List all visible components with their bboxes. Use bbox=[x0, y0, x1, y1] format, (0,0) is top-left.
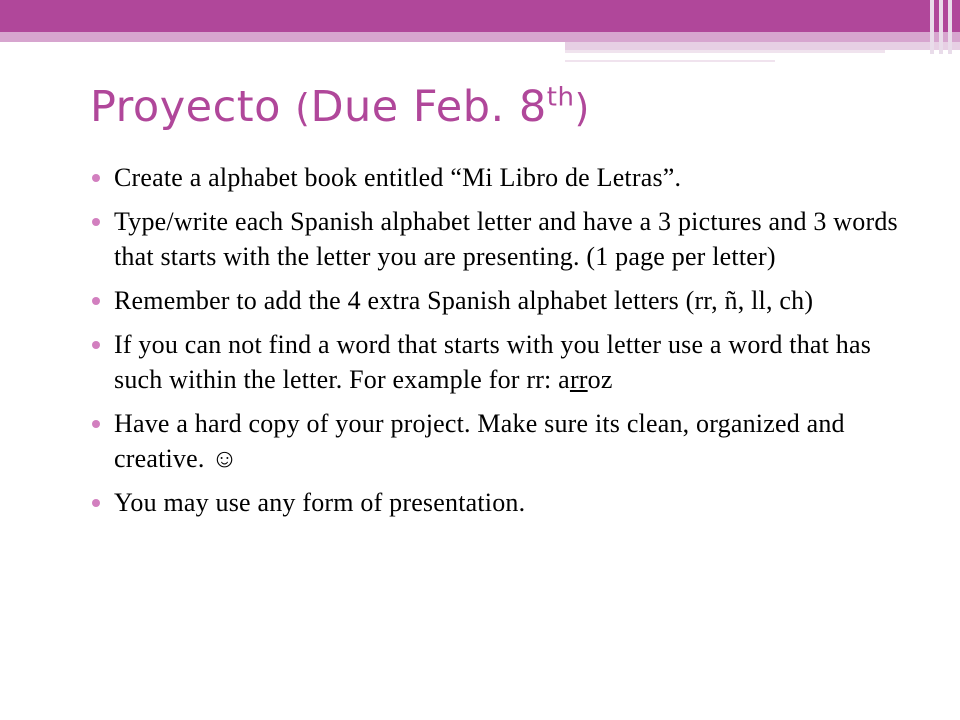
bullet-text: If you can not find a word that starts with you letter use a word that has such within the letter. For example for rr: a bbox=[114, 330, 872, 394]
bullet-text: oz bbox=[587, 365, 613, 394]
bullet-text: You may use any form of presentation. bbox=[114, 488, 526, 517]
bullet-dot-icon bbox=[92, 420, 100, 428]
top-accent-stripe-light bbox=[565, 42, 960, 50]
top-accent-stripe bbox=[0, 32, 960, 42]
top-accent-line bbox=[565, 50, 885, 53]
title-open-paren: ( bbox=[295, 86, 311, 130]
top-accent-line-thin bbox=[565, 60, 775, 62]
bullet-dot-icon bbox=[92, 297, 100, 305]
corner-decoration-bar bbox=[948, 0, 952, 54]
bullet-dot-icon bbox=[92, 218, 100, 226]
bullet-item bbox=[92, 485, 922, 520]
bullet-text: Create a alphabet book entitled “Mi Libro de Letras”. bbox=[114, 163, 682, 192]
top-accent-bar bbox=[0, 0, 960, 32]
bullet-item bbox=[92, 327, 922, 397]
bullet-dot-icon bbox=[92, 174, 100, 182]
title-due-date: Due Feb. 8 bbox=[310, 82, 547, 132]
bullet-text: Remember to add the 4 extra Spanish alphabet letters (rr, ñ, ll, ch) bbox=[114, 286, 814, 315]
title-close-paren: ) bbox=[574, 86, 590, 130]
bullet-text: Type/write each Spanish alphabet letter and have a 3 pictures and 3 words that starts with the letter you are presenting. (1 page per letter) bbox=[114, 207, 898, 271]
bullet-dot-icon bbox=[92, 341, 100, 349]
bullet-text: Have a hard copy of your project. Make sure its clean, organized and creative. ☺ bbox=[114, 409, 845, 473]
bullet-item bbox=[92, 204, 922, 274]
title-superscript: th bbox=[546, 82, 575, 113]
bullet-item bbox=[92, 406, 922, 476]
bullet-list bbox=[92, 160, 922, 529]
bullet-item bbox=[92, 283, 922, 318]
corner-decoration-bar bbox=[939, 0, 943, 54]
bullet-dot-icon bbox=[92, 499, 100, 507]
bullet-underlined-text: rr bbox=[569, 365, 588, 394]
slide-title bbox=[90, 82, 590, 132]
bullet-item bbox=[92, 160, 922, 195]
title-main: Proyecto bbox=[90, 82, 296, 132]
corner-decoration-bar bbox=[930, 0, 934, 54]
